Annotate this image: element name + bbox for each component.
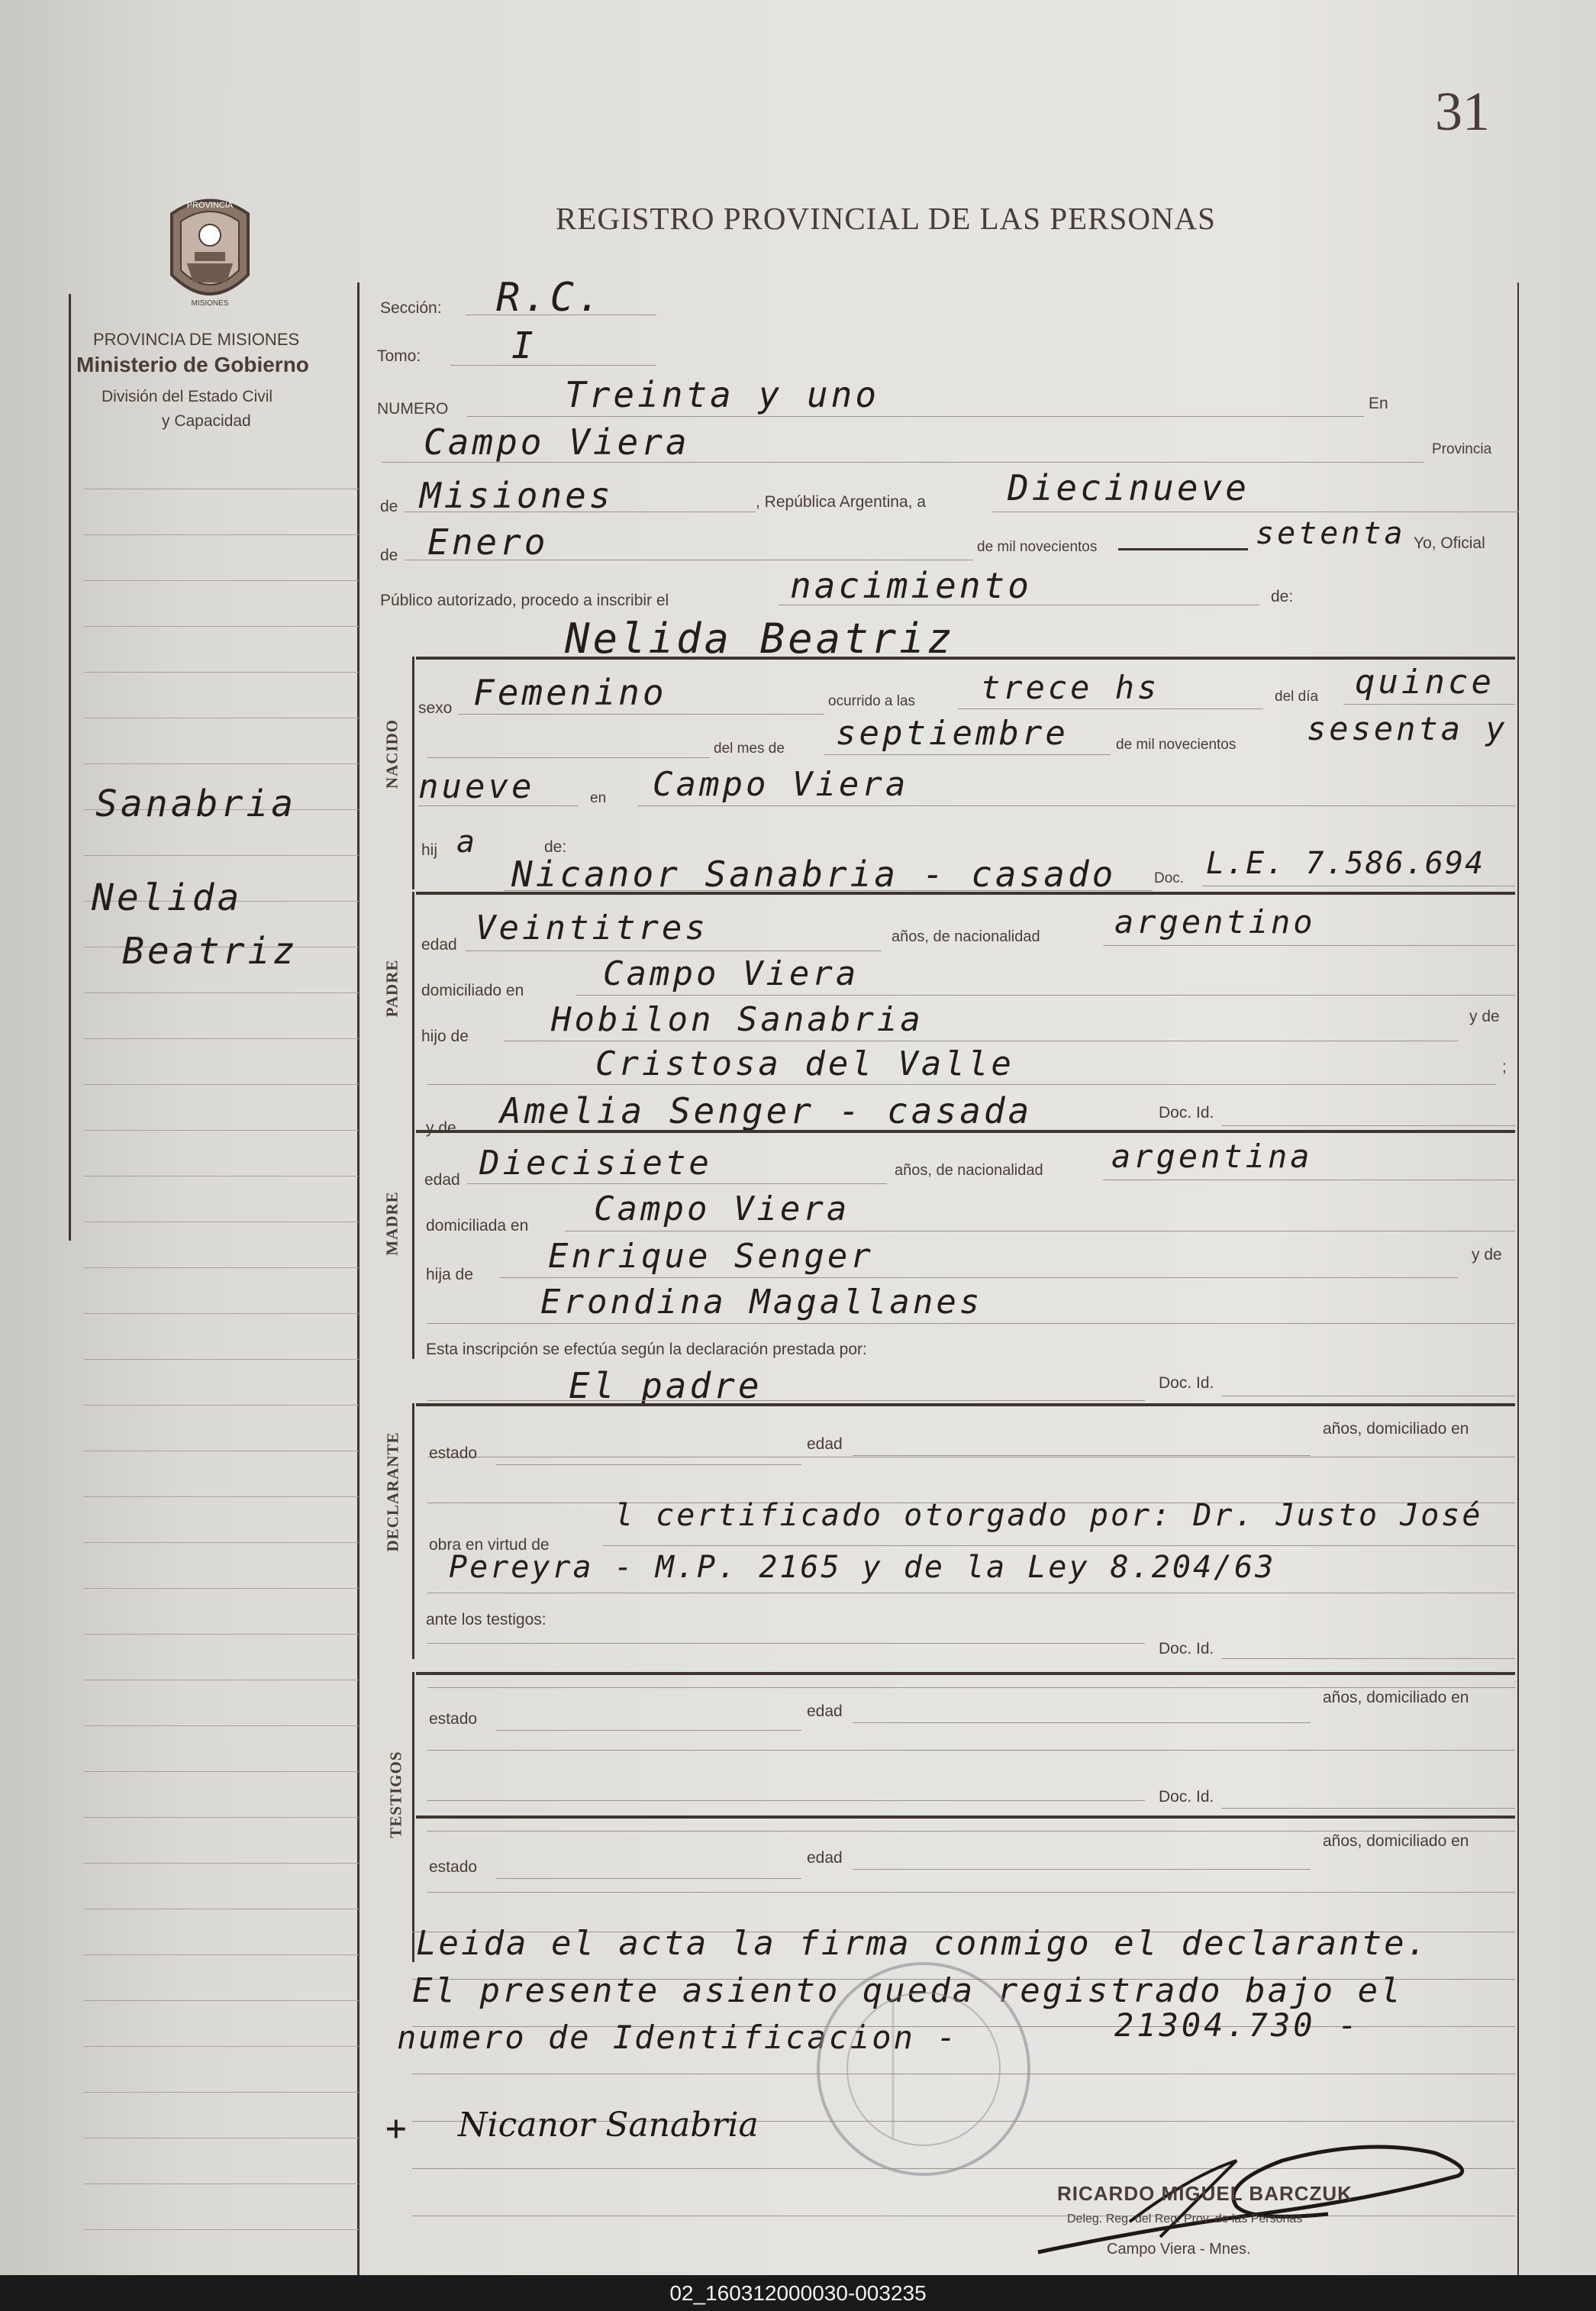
nacido-doc-label: Doc. [1154,870,1185,886]
svg-text:PROVINCIA: PROVINCIA [186,201,234,210]
testigo2-anos-label: años, domiciliado en [1323,1832,1469,1850]
official-place: Campo Viera - Mnes. [1107,2241,1251,2258]
provincia-label: Provincia [1432,441,1492,457]
hij-suffix: a [456,825,479,860]
yo-oficial-label: Yo, Oficial [1414,534,1485,552]
identification-number: 21304.730 - [1114,2006,1361,2044]
en-label: En [1369,395,1388,412]
padre-spouse-value: Amelia Senger - casada [500,1090,1033,1131]
de-mil-label-2: de mil novecientos [1116,737,1236,753]
testigo1-estado-label: estado [429,1710,478,1728]
official-title: Deleg. Reg. del Reg. Prov. de las Personas [1067,2213,1303,2225]
hij-label: hij [421,841,438,859]
testigo2-estado-label: estado [429,1858,478,1876]
del-mes-label: del mes de [714,741,785,757]
division-label-2: y Capacidad [162,412,251,430]
place-value: Campo Viera [424,421,690,463]
padre-edad-value: Veintitres [476,909,708,947]
declarante-bracket [412,1403,414,1659]
obra-value-2: Pereyra - M.P. 2165 y de la Ley 8.204/63 [449,1550,1276,1585]
padre-mother-value: Cristosa del Valle [595,1044,1014,1083]
testigo1-anos-label: años, domiciliado en [1323,1689,1469,1706]
madre-edad-value: Diecisiete [479,1144,712,1183]
official-name: RICARDO MIGUEL BARCZUK [1057,2182,1353,2205]
padre-y-de-label-2: y de [426,1119,456,1137]
registry-stamp-icon [809,1954,1038,2184]
scan-identifier: 02_160312000030-003235 [0,2275,1596,2311]
left-margin-border [69,294,71,1241]
sexo-label: sexo [418,699,453,717]
margin-given-name-1: Nelida [92,876,243,919]
province-label: PROVINCIA DE MISIONES [93,330,300,349]
ante-testigos-label: ante los testigos: [426,1611,547,1628]
declarante-edad-label: edad [807,1435,843,1453]
de-label-2: de [380,547,398,564]
padre-edad-label: edad [421,936,457,954]
birth-month-value: septiembre [836,714,1069,753]
declarante-estado-label: estado [429,1444,478,1462]
obra-label: obra en virtud de [429,1536,550,1554]
padre-domicilio-value: Campo Viera [603,954,859,993]
birth-place-value: Campo Viera [653,765,909,804]
madre-nacionalidad-value: argentina [1111,1138,1313,1175]
obra-value-1: l certificado otorgado por: Dr. Justo José [614,1498,1483,1533]
signer-mark: + [385,2107,410,2148]
madre-mother-value: Erondina Magallanes [540,1283,983,1322]
seccion-value: R.C. [496,275,605,321]
declarant-value: El padre [569,1365,763,1406]
madre-domicilio-label: domiciliada en [426,1217,529,1235]
de-colon-label: de: [1271,588,1294,605]
day-value: Diecinueve [1008,467,1249,508]
padre-nacionalidad-label: años, de nacionalidad [892,928,1040,945]
testigos-bracket [412,1672,414,1962]
section-padre: PADRE [382,959,401,1018]
birth-year-value-1: sesenta y [1307,710,1508,747]
madre-edad-label: edad [424,1171,460,1189]
publico-label: Público autorizado, procedo a inscribir el [380,592,669,609]
numero-value: Treinta y uno [565,374,880,415]
margin-divider [357,282,360,2275]
madre-nacionalidad-label: años, de nacionalidad [895,1162,1043,1179]
act-type-value: nacimiento [790,565,1032,606]
tomo-value: I [511,324,537,367]
closing-line-1: Leida el acta la firma conmigo el declarante. [416,1924,1430,1963]
declaracion-intro-label: Esta inscripción se efectúa según la declaración prestada por: [426,1341,867,1358]
margin-surname: Sanabria [95,783,297,825]
ocurrido-label: ocurrido a las [828,693,916,709]
de-mil-label: de mil novecientos [977,539,1098,555]
section-testigos: TESTIGOS [386,1751,405,1838]
birth-day-value: quince [1355,663,1494,702]
declarant-signature: Nicanor Sanabria [458,2106,759,2145]
birth-year-value-2: nueve [418,767,535,806]
page-title: REGISTRO PROVINCIAL DE LAS PERSONAS [556,201,1216,236]
provincial-seal-icon [156,191,263,313]
sexo-value: Femenino [473,672,667,713]
padre-nacionalidad-value: argentino [1114,903,1316,941]
padre-domicilio-label: domiciliado en [421,982,524,999]
republica-label: , República Argentina, a [756,493,926,511]
tomo-label: Tomo: [377,347,421,365]
madre-domicilio-value: Campo Viera [594,1189,850,1228]
hour-value: trece hs [981,669,1160,706]
declarante-anos-label: años, domiciliado en [1323,1420,1469,1438]
section-nacido: NACIDO [382,718,401,789]
section-madre: MADRE [382,1191,401,1256]
padre-y-de-label: y de [1469,1008,1500,1025]
madre-bracket [412,1130,414,1359]
parent-value: Nicanor Sanabria - casado [511,854,1117,895]
padre-hijo-label: hijo de [421,1028,469,1045]
margin-given-name-2: Beatriz [122,930,298,973]
section-declarante: DECLARANTE [383,1431,402,1552]
nacido-bracket [412,657,414,889]
closing-line-3: numero de Identificacion - [397,2019,959,2056]
year-value: setenta [1256,516,1406,551]
seccion-label: Sección: [380,299,442,317]
testigo2-edad-label: edad [807,1849,843,1867]
padre-semicolon: ; [1502,1058,1507,1076]
right-border [1517,282,1519,2275]
testigos-doc-label-2: Doc. Id. [1159,1788,1214,1806]
svg-text:MISIONES: MISIONES [191,299,229,308]
de-colon-label-2: de: [544,838,567,856]
numero-label: NUMERO [377,400,449,418]
padre-bracket [412,892,414,1136]
ministry-label: Ministerio de Gobierno [76,353,309,376]
testigo1-edad-label: edad [807,1703,843,1720]
closing-line-2: El presente asiento queda registrado bajo el [412,1971,1403,2010]
parent-doc-value: L.E. 7.586.694 [1206,846,1485,881]
madre-y-de-label: y de [1472,1246,1502,1264]
del-dia-label: del día [1275,689,1319,705]
de-label-1: de [380,498,398,515]
division-label-1: División del Estado Civil [102,388,273,405]
nacido-en-label: en [590,790,607,806]
padre-doc-label: Doc. Id. [1159,1104,1214,1122]
madre-father-value: Enrique Senger [548,1237,874,1276]
registered-name: Nelida Beatriz [565,615,956,663]
province-value: Misiones [420,475,614,516]
testigos-doc-label-1: Doc. Id. [1159,1640,1214,1657]
month-value: Enero [427,521,549,563]
padre-father-value: Hobilon Sanabria [551,1000,924,1039]
folio-number: 31 [1435,81,1490,142]
madre-hija-label: hija de [426,1266,473,1283]
declarante-doc-label: Doc. Id. [1159,1374,1214,1392]
